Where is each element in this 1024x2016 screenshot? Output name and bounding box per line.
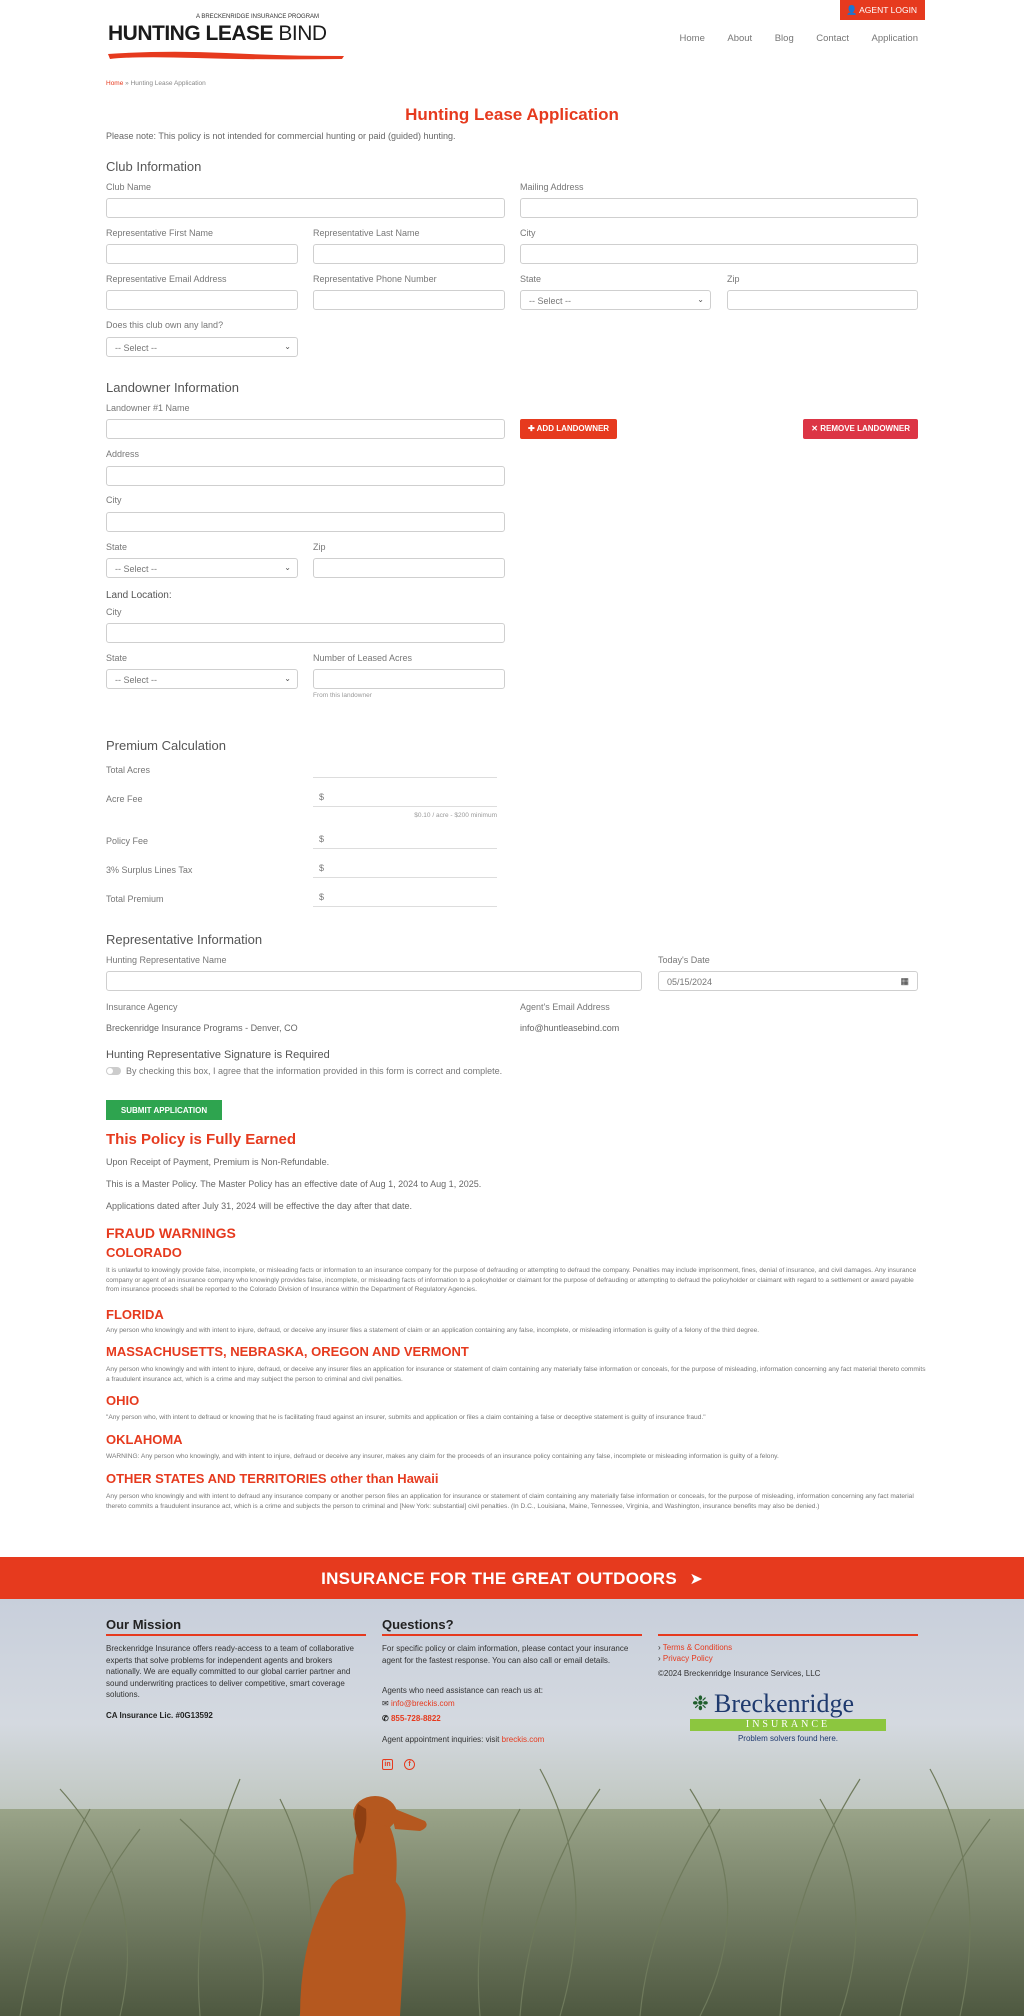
landowner-state-value: -- Select -- — [115, 564, 158, 574]
policy-fee-label: Policy Fee — [106, 836, 149, 846]
leased-acres-input[interactable] — [313, 669, 505, 689]
nav-home[interactable]: Home — [679, 33, 705, 44]
breadcrumb-home[interactable]: Home — [106, 80, 124, 87]
rep-phone-input[interactable] — [313, 290, 505, 310]
license-text: CA Insurance Lic. #0G13592 — [106, 1711, 213, 1720]
questions-heading: Questions? — [382, 1617, 454, 1632]
agent-email-value: info@huntleasebind.com — [520, 1023, 620, 1033]
club-name-label: Club Name — [106, 182, 152, 192]
landowner-city-input[interactable] — [106, 512, 505, 532]
appointment-line — [382, 1735, 544, 1744]
colorado-heading: COLORADO — [106, 1245, 182, 1260]
nav-application[interactable]: Application — [871, 33, 918, 44]
landowner-zip-label: Zip — [313, 542, 326, 552]
rep-last-name-label: Representative Last Name — [313, 228, 420, 238]
fraud-heading: FRAUD WARNINGS — [106, 1225, 236, 1241]
hunting-rep-name-label: Hunting Representative Name — [106, 955, 227, 965]
signature-text: By checking this box, I agree that the information provided in this form is correct and complete. — [126, 1066, 503, 1076]
questions-rule — [382, 1634, 642, 1636]
landowner-name-label: Landowner #1 Name — [106, 403, 190, 413]
club-state-label: State — [520, 274, 542, 284]
breadcrumb-sep: » — [125, 80, 129, 87]
florida-text: Any person who knowingly and with intent to injure, defraud, or deceive any insurer files a statement of claim or an application containing any false, incomplete, or misleading information is guilty of a felony of the third degree. — [106, 1327, 760, 1334]
agent-email-label: Agent's Email Address — [520, 1002, 610, 1012]
page-title: Hunting Lease Application — [405, 105, 619, 124]
leased-acres-help: From this landowner — [313, 692, 372, 699]
earned-p3: Applications dated after July 31, 2024 will be effective the day after that date. — [106, 1201, 413, 1211]
user-icon: 👤 — [846, 5, 858, 15]
acre-fee-field — [313, 789, 497, 807]
privacy-link[interactable] — [658, 1654, 713, 1663]
chevron-right-icon: › — [658, 1654, 661, 1663]
land-city-input[interactable] — [106, 623, 505, 643]
main-nav — [660, 33, 918, 44]
brand-sub: INSURANCE — [690, 1719, 886, 1731]
total-acres-label: Total Acres — [106, 765, 151, 775]
privacy-text: Privacy Policy — [662, 1654, 713, 1663]
club-state-value: -- Select -- — [529, 296, 572, 306]
logo-brush-stroke — [106, 48, 346, 62]
brand-name: Breckenridge — [714, 1689, 855, 1718]
grass-and-dog-photo — [0, 1749, 1024, 2016]
copyright-text: ©2024 Breckenridge Insurance Services, LLC — [658, 1669, 821, 1678]
footer-email[interactable] — [382, 1699, 455, 1708]
terms-text: Terms & Conditions — [662, 1643, 733, 1652]
logo-light: BIND — [278, 22, 327, 45]
logo[interactable] — [106, 12, 346, 66]
other-states-heading: OTHER STATES AND TERRITORIES other than Hawaii — [106, 1471, 439, 1486]
rep-email-input[interactable] — [106, 290, 298, 310]
club-state-select[interactable] — [520, 290, 711, 310]
chevron-down-icon: ⌄ — [284, 563, 291, 572]
add-landowner-button[interactable] — [520, 419, 617, 439]
footer-phone-text: 855-728-8822 — [390, 1714, 441, 1723]
policy-fee-field — [313, 831, 497, 849]
currency-sign: $ — [319, 892, 325, 902]
toggle-knob — [107, 1068, 113, 1074]
breadcrumb-current: Hunting Lease Application — [130, 80, 206, 87]
todays-date-value: 05/15/2024 — [667, 977, 713, 987]
colorado-text: It is unlawful to knowingly provide false, incomplete, or misleading facts or information to an insurance company for the purpose of defrauding or attempting to defraud the company. Penalties may include imprisonment, fines, denial of insurance, and civil damages. Any insurance company or agent of an insurance company who knowingly provides false, incomplete, or misleading facts of information to a policyholder or claimant for the purpose of defrauding or attempting to defraud the policyholder or claimant with regard to a settlement or award payable from insurance proceeds shall be reported to the Colorado Division of Insurance within the Department of Regulatory Agencies. — [106, 1267, 917, 1293]
rep-first-name-label: Representative First Name — [106, 228, 214, 238]
envelope-icon: ✉ — [382, 1699, 389, 1708]
club-zip-input[interactable] — [727, 290, 918, 310]
phone-icon: ✆ — [382, 1714, 389, 1723]
total-acres-field — [313, 760, 497, 778]
total-premium-field — [313, 889, 497, 907]
rep-last-name-input[interactable] — [313, 244, 505, 264]
signature-toggle[interactable] — [106, 1067, 121, 1075]
policy-note: Please note: This policy is not intended for commercial hunting or paid (guided) hunting. — [106, 131, 456, 141]
cursor-icon: ➤ — [689, 1571, 703, 1588]
mailing-address-label: Mailing Address — [520, 182, 584, 192]
ohio-text: "Any person who, with intent to defraud or knowing that he is facilitating fraud against an insurer, submits and application or files a claim containing a false or deceptive statement is guilty of insurance fraud." — [106, 1414, 706, 1421]
landowner-city-label: City — [106, 495, 122, 505]
total-premium-label: Total Premium — [106, 894, 164, 904]
remove-landowner-button[interactable] — [803, 419, 918, 439]
fully-earned-heading: This Policy is Fully Earned — [106, 1131, 297, 1148]
footer-phone[interactable] — [382, 1714, 441, 1723]
rep-phone-label: Representative Phone Number — [313, 274, 437, 284]
surplus-tax-field — [313, 860, 497, 878]
leaf-icon: ❉ — [692, 1693, 709, 1715]
chevron-down-icon: ⌄ — [697, 295, 704, 304]
header — [0, 0, 1024, 70]
banner-text: INSURANCE FOR THE GREAT OUTDOORS — [321, 1569, 677, 1588]
terms-link[interactable] — [658, 1643, 732, 1652]
landowner-zip-input[interactable] — [313, 558, 505, 578]
surplus-tax-label: 3% Surplus Lines Tax — [106, 865, 193, 875]
appointment-text: Agent appointment inquiries: visit — [382, 1735, 500, 1744]
currency-sign: $ — [319, 792, 325, 802]
own-land-value: -- Select -- — [115, 343, 158, 353]
todays-date-label: Today's Date — [658, 955, 710, 965]
chevron-right-icon: › — [658, 1643, 661, 1652]
land-state-value: -- Select -- — [115, 675, 158, 685]
plus-icon: ✚ — [528, 424, 535, 433]
oklahoma-heading: OKLAHOMA — [106, 1432, 183, 1447]
mission-rule — [106, 1634, 366, 1636]
club-info-heading: Club Information — [106, 159, 202, 174]
landowner-address-label: Address — [106, 449, 140, 459]
oklahoma-text: WARNING: Any person who knowingly, and with intent to injure, defraud or deceive any insurer, makes any claim for the proceeds of an insurance policy containing any false, incomplete or misleading information is guilty of a felony. — [106, 1453, 779, 1460]
breckenridge-logo[interactable] — [688, 1691, 888, 1747]
links-rule — [658, 1634, 918, 1636]
land-city-label: City — [106, 607, 122, 617]
insurance-agency-label: Insurance Agency — [106, 1002, 178, 1012]
insurance-agency-value: Breckenridge Insurance Programs - Denver, CO — [106, 1023, 298, 1033]
appointment-link[interactable]: breckis.com — [501, 1735, 545, 1744]
questions-text: For specific policy or claim information, please contact your insurance agent for the fastest response. You can also call or email details. — [382, 1644, 629, 1665]
acre-fee-help: $0.10 / acre - $200 minimum — [414, 812, 497, 819]
land-state-select[interactable] — [106, 669, 298, 689]
currency-sign: $ — [319, 863, 325, 873]
landowner-name-input[interactable] — [106, 419, 505, 439]
mailing-address-input[interactable] — [520, 198, 918, 218]
club-city-label: City — [520, 228, 536, 238]
hunting-rep-name-input[interactable] — [106, 971, 642, 991]
acre-fee-label: Acre Fee — [106, 794, 143, 804]
remove-landowner-label: REMOVE LANDOWNER — [820, 424, 910, 433]
calendar-icon[interactable]: ▦ — [900, 976, 909, 986]
agents-text: Agents who need assistance can reach us at: — [382, 1686, 543, 1695]
footer — [0, 1599, 1024, 2016]
nav-about[interactable]: About — [727, 33, 753, 44]
chevron-down-icon: ⌄ — [284, 674, 291, 683]
agent-login-label: AGENT LOGIN — [859, 5, 918, 15]
mission-text: Breckenridge Insurance offers ready-access to a team of collaborative experts that solve problems for independent agents and brokers nationally. We are equally committed to our global carrier partner and sound underwriting practices to deliver competitive, smart coverage solutions. — [106, 1644, 354, 1699]
nav-contact[interactable]: Contact — [816, 33, 849, 44]
currency-sign: $ — [319, 834, 325, 844]
rep-first-name-input[interactable] — [106, 244, 298, 264]
massachusetts-heading: MASSACHUSETTS, NEBRASKA, OREGON AND VERMONT — [106, 1344, 469, 1359]
premium-heading: Premium Calculation — [106, 738, 226, 753]
own-land-label: Does this club own any land? — [106, 320, 224, 330]
other-states-text: Any person who knowingly and with intent to defraud any insurance company or another person files an application for insurance or statement of claim containing any materially false information or conceals, for the purpose of misleading, information concerning any fact material thereto commits a fraudulent insurance act, which is a crime and subjects the person to criminal and [New York: substantial] civil penalties. (In D.C., Louisiana, Maine, Tennessee, Virginia, and Washington, insurance benefits may also be denied.) — [106, 1493, 914, 1510]
agent-login-button[interactable] — [840, 0, 925, 20]
close-icon: ✕ — [811, 424, 818, 433]
florida-heading: FLORIDA — [106, 1307, 164, 1322]
earned-p2: This is a Master Policy. The Master Policy has an effective date of Aug 1, 2024 to Aug 1, 2025. — [106, 1179, 482, 1189]
club-name-input[interactable] — [106, 198, 505, 218]
rep-email-label: Representative Email Address — [106, 274, 227, 284]
club-city-input[interactable] — [520, 244, 918, 264]
chevron-down-icon: ⌄ — [284, 342, 291, 351]
club-zip-label: Zip — [727, 274, 740, 284]
land-state-label: State — [106, 653, 128, 663]
own-land-select[interactable] — [106, 337, 298, 357]
facebook-icon[interactable]: f — [404, 1759, 415, 1770]
todays-date-input[interactable] — [658, 971, 918, 991]
landowner-state-select[interactable] — [106, 558, 298, 578]
massachusetts-text: Any person who knowingly and with intent to injure, defraud, or deceive any insurer files an application for insurance or statement of claim containing any materially false information or conceals, for the purpose of misleading, information concerning any fact material thereto commits a fraudulent insurance act, which is a crime and may subject the person to criminal and civil penalties. — [106, 1366, 926, 1383]
nav-blog[interactable]: Blog — [774, 33, 794, 44]
mission-heading: Our Mission — [106, 1617, 182, 1632]
landowner-heading: Landowner Information — [106, 380, 239, 395]
footer-email-text: info@breckis.com — [390, 1699, 455, 1708]
leased-acres-label: Number of Leased Acres — [313, 653, 413, 663]
brand-tagline: Problem solvers found here. — [737, 1734, 839, 1743]
outdoors-banner — [0, 1557, 1024, 1599]
signature-heading: Hunting Representative Signature is Required — [106, 1049, 330, 1061]
landowner-address-input[interactable] — [106, 466, 505, 486]
breadcrumb — [106, 80, 206, 87]
landowner-state-label: State — [106, 542, 128, 552]
earned-p1: Upon Receipt of Payment, Premium is Non-Refundable. — [106, 1157, 330, 1167]
logo-tagline: A BRECKENRIDGE INSURANCE PROGRAM — [196, 14, 320, 20]
submit-application-button[interactable]: SUBMIT APPLICATION — [106, 1100, 222, 1120]
logo-bold: HUNTING LEASE — [108, 22, 274, 45]
land-location-heading: Land Location: — [106, 590, 172, 601]
rep-info-heading: Representative Information — [106, 932, 263, 947]
add-landowner-label: ADD LANDOWNER — [536, 424, 610, 433]
ohio-heading: OHIO — [106, 1393, 140, 1408]
linkedin-icon[interactable]: in — [382, 1759, 393, 1770]
